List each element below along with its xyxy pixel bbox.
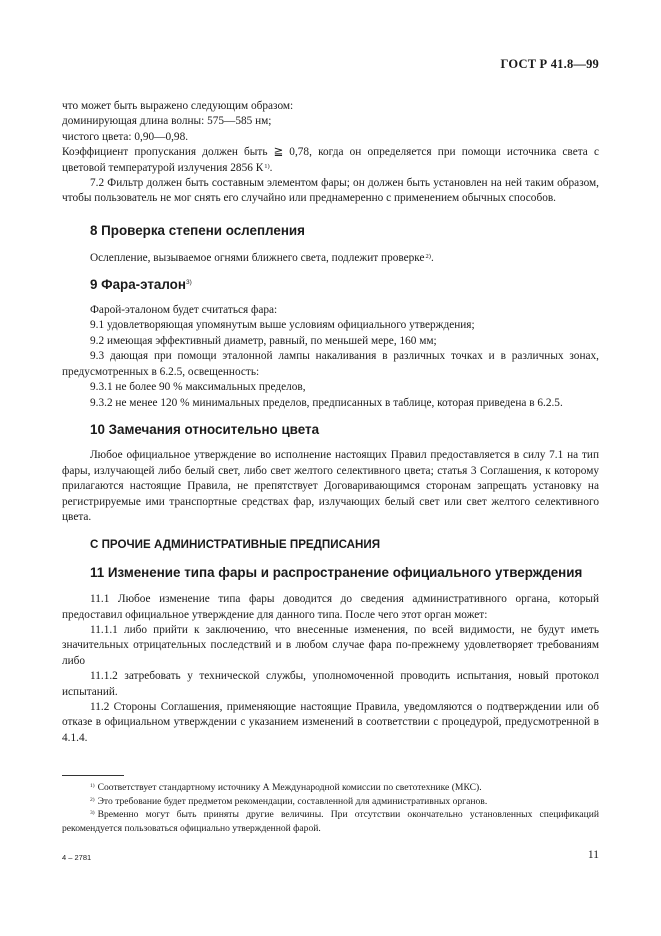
section-11-heading: 11 Изменение типа фары и распространение официального утверждения <box>90 564 583 580</box>
paragraph: что может быть выражено следующим образом: <box>62 100 294 112</box>
paragraph: 9.2 имеющая эффективный диаметр, равный, по меньшей мере, 160 мм; <box>90 334 437 347</box>
footnote-ref: 1) <box>264 162 270 170</box>
paragraph: Коэффициент пропускания должен быть ≧ 0,78, когда он определяется при помощи источника света с цветовой температурой излучения 2856 К$^{1)}$. <box>62 146 599 174</box>
paragraph: Ослепление, вызываемое огнями ближнего света, подлежит проверке$^{2)}$. <box>90 252 434 265</box>
page-content <box>62 99 599 746</box>
section-10-heading: 10 Замечания относительно цвета <box>90 421 320 437</box>
paragraph: 9.1 удовлетворяющая упомянутым выше условиям официального утверждения; <box>90 319 475 332</box>
paragraph: 9.3 дающая при помощи эталонной лампы накаливания в различных точках и в различных зонах, предусмотренных в 6.2.5, освещенность: <box>62 350 599 378</box>
footnotes <box>62 781 599 835</box>
paragraph: чистого цвета: 0,90—0,98. <box>62 130 189 143</box>
footnote: $^{2)}$ Это требование будет предметом рекомендации, составленной для административных органов. <box>90 795 488 807</box>
footnote: $^{3)}$ Временно могут быть приняты другие величины. При отсутствии окончательно установленных спецификаций рекомендуется пользоваться официально утвержденной фарой. <box>62 809 599 834</box>
footnote: $^{1)}$ Соответствует стандартному источнику А Международной комиссии по светотехнике (МКС). <box>90 782 482 793</box>
paragraph: 11.1 Любое изменение типа фары доводится до сведения административного органа, который предоставил официальное утверждение для данного типа. После чего этот орган может: <box>62 593 599 621</box>
paragraph: 7.2 Фильтр должен быть составным элементом фары; он должен быть установлен на ней таким образом, чтобы пользователь не мог снять его случайно или преднамеренно с применением обычных способов. <box>62 177 599 205</box>
paragraph: 11.2 Стороны Соглашения, применяющие настоящие Правила, уведомляются о подтверждении или об отказе в официальном утверждении с указанием изменений в соответствии с процедурой, предусмотренной в 4.1.4. <box>62 701 599 744</box>
paragraph: 9.3.2 не менее 120 % минимальных пределов, предписанных в таблице, которая приведена в 6.2.5. <box>90 396 563 409</box>
paragraph: Любое официальное утверждение во исполнение настоящих Правил предоставляется в силу 7.1 на тип фары, излучающей либо белый свет, либо свет желтого селективного цвета; статья 3 Соглашения, к которому прилагаются настоящие Правила, не препятствует Договаривающимся сторонам запрещать установку на регистрируемые ими транспортные средствах фар, излучающих белый свет или свет желтого селективного цвета. <box>62 449 599 523</box>
paragraph: доминирующая длина волны: 575—585 нм; <box>62 115 272 128</box>
paragraph: Фарой-эталоном будет считаться фара: <box>90 304 278 317</box>
footnote-ref: 3) <box>185 278 192 286</box>
standard-header: ГОСТ Р 41.8—99 <box>500 57 599 71</box>
footnote-ref: 2) <box>425 253 431 261</box>
paragraph: 11.1.2 затребовать у технической службы, уполномоченной проводить испытания, новый протокол испытаний. <box>62 670 599 698</box>
part-c-heading: С ПРОЧИЕ АДМИНИСТРАТИВНЫЕ ПРЕДПИСАНИЯ <box>90 538 381 552</box>
print-code: 4 – 2781 <box>62 853 92 862</box>
footnote-divider <box>62 775 124 776</box>
section-9-heading: 9 Фара-эталон$^{3)}$ <box>90 276 192 292</box>
page-number: 11 <box>587 849 599 861</box>
paragraph: 11.1.1 либо прийти к заключению, что внесенные изменения, по всей видимости, не будут иметь значительных отрицательных последствий и в любом случае фара по-прежнему удовлетворяет требованиям либо <box>62 623 599 667</box>
paragraph: 9.3.1 не более 90 % максимальных пределов, <box>90 381 306 394</box>
section-8-heading: 8 Проверка степени ослепления <box>90 222 305 238</box>
